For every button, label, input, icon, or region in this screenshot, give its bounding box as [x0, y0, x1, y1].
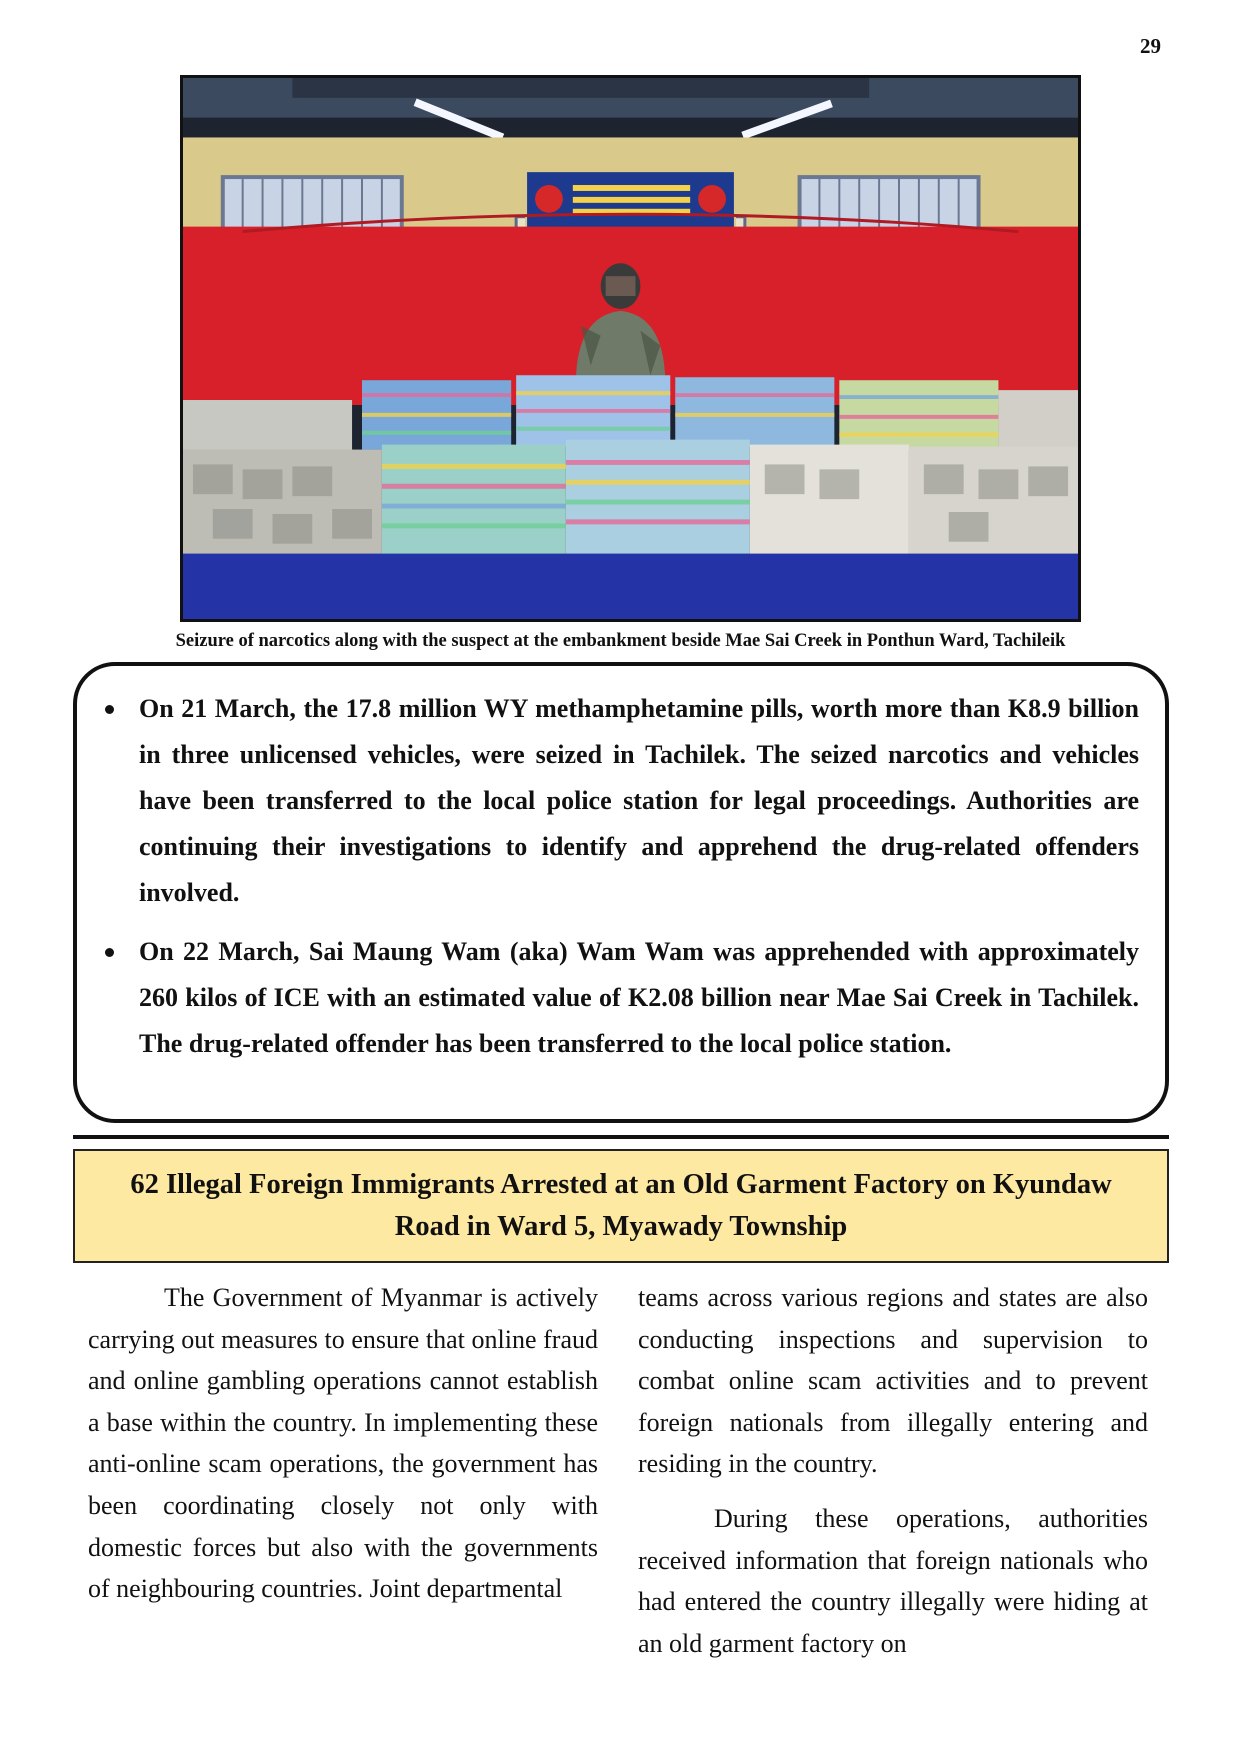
bullet-item	[139, 686, 1139, 916]
bullet-text: On 21 March, the 17.8 million WY methamphetamine pills, worth more than K8.9 billion in three unlicensed vehicles, were seized in Tachilek. The seized narcotics and vehicles have been transferred to the local police station for legal proceedings. Authorities are continuing their investigations to identify and apprehend the drug-related offenders involved.	[139, 694, 1139, 907]
news-photo	[180, 75, 1081, 622]
photo-illustration	[183, 78, 1078, 619]
bullet-list	[77, 666, 1165, 1067]
paragraph: teams across various regions and states are also conducting inspections and supervision to combat online scam activities and to prevent foreign nationals from illegally entering and residing in the country.	[638, 1283, 1148, 1479]
page-number: 29	[1140, 34, 1161, 58]
section-divider	[73, 1135, 1169, 1139]
article-heading-band	[73, 1149, 1169, 1263]
bullet-item	[139, 929, 1139, 1067]
heading-line-2: Road in Ward 5, Myawady Township	[394, 1211, 848, 1242]
bullet-dot-icon	[105, 948, 114, 957]
body-column-left	[88, 1277, 598, 1623]
bullet-box	[73, 662, 1169, 1123]
photo-caption: Seizure of narcotics along with the suspect at the embankment beside Mae Sai Creek in Ponthun Ward, Tachileik	[175, 631, 1066, 651]
bullet-text: On 22 March, Sai Maung Wam (aka) Wam Wam was apprehended with approximately 260 kilos of ICE with an estimated value of K2.08 billion near Mae Sai Creek in Tachilek. The drug-related offender has been transferred to the local police station.	[139, 937, 1139, 1058]
paragraph: During these operations, authorities received information that foreign nationals who had entered the country illegally were hiding at an old garment factory on	[638, 1503, 1148, 1658]
bullet-dot-icon	[105, 705, 114, 714]
article-heading	[130, 1164, 1111, 1248]
body-column-right	[638, 1277, 1148, 1677]
heading-line-1: 62 Illegal Foreign Immigrants Arrested at an Old Garment Factory on Kyundaw	[130, 1169, 1112, 1200]
paragraph: The Government of Myanmar is actively carrying out measures to ensure that online fraud and online gambling operations cannot establish a base within the country. In implementing these anti-online scam operations, the government has been coordinating closely not only with domestic forces but also with the governments of neighbouring countries. Joint departmental	[88, 1283, 598, 1604]
